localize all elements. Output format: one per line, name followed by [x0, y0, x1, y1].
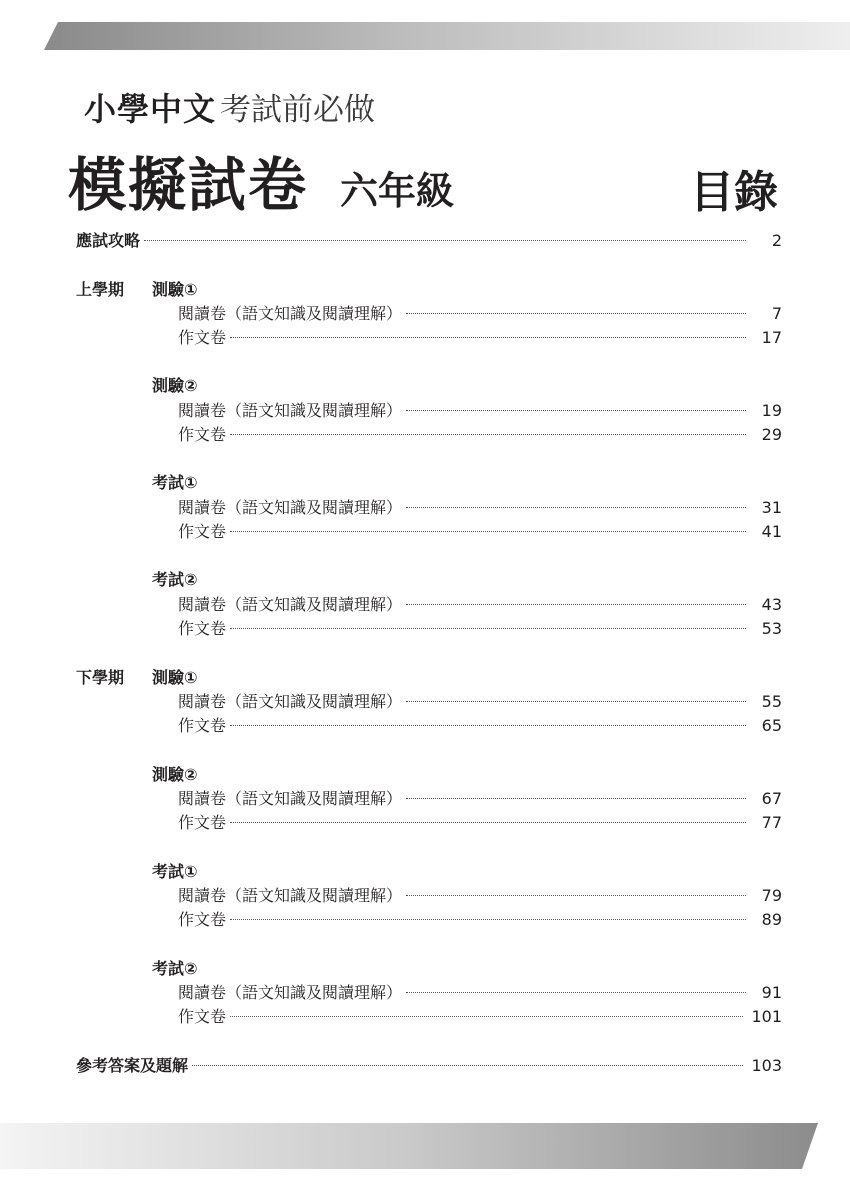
dot-leader: [192, 1065, 743, 1066]
toc-entry[interactable]: [178, 594, 782, 616]
page-number: 101: [751, 1007, 782, 1026]
dot-leader: [230, 628, 746, 629]
page-number: 43: [761, 595, 782, 614]
page-number: 2: [771, 231, 782, 250]
header-decorative-band: [44, 22, 850, 50]
page-number: 41: [761, 522, 782, 541]
dot-leader: [406, 313, 746, 314]
page-number: 7: [771, 304, 782, 323]
page-number: 89: [761, 910, 782, 929]
page-number: 31: [761, 498, 782, 517]
dot-leader: [406, 507, 746, 508]
toc-entry[interactable]: [178, 909, 782, 931]
section-title: 測驗②: [152, 765, 198, 784]
page-number: 19: [761, 401, 782, 420]
dot-leader: [406, 798, 746, 799]
toc-entry-label: 閱讀卷（語文知識及閱讀理解）: [178, 886, 403, 905]
toc-entry-label: 作文卷: [178, 813, 227, 832]
series-subtitle: 考試前必做: [220, 92, 376, 128]
section-title: 考試①: [152, 473, 198, 492]
dot-leader: [144, 240, 746, 241]
dot-leader: [406, 701, 746, 702]
page-number: 79: [761, 886, 782, 905]
page-number: 53: [761, 619, 782, 638]
toc-entry-label: 作文卷: [178, 425, 227, 444]
grade-label: 六年級: [340, 169, 455, 213]
toc-entry[interactable]: [178, 400, 782, 422]
toc-entry[interactable]: [178, 424, 782, 446]
page-number: 103: [751, 1056, 782, 1075]
dot-leader: [230, 337, 746, 338]
toc-entry[interactable]: [178, 1006, 782, 1028]
toc-entry-label: 閱讀卷（語文知識及閱讀理解）: [178, 595, 403, 614]
dot-leader: [230, 725, 746, 726]
page-number: 17: [761, 328, 782, 347]
toc-entry[interactable]: [178, 497, 782, 519]
toc-entry-label: 應試攻略: [76, 231, 141, 250]
toc-entry[interactable]: [178, 327, 782, 349]
dot-leader: [230, 531, 746, 532]
toc-entry-label: 作文卷: [178, 1007, 227, 1026]
toc-entry[interactable]: [178, 982, 782, 1004]
toc-entry[interactable]: [178, 885, 782, 907]
page-number: 55: [761, 692, 782, 711]
toc-entry-label: 作文卷: [178, 328, 227, 347]
section-title: 測驗①: [152, 280, 198, 299]
toc-entry-answers[interactable]: [76, 1055, 782, 1077]
dot-leader: [406, 410, 746, 411]
term-label-first: 上學期: [76, 280, 125, 299]
page-number: 91: [761, 983, 782, 1002]
page-number: 77: [761, 813, 782, 832]
toc-entry-label: 參考答案及題解: [76, 1056, 189, 1075]
toc-entry[interactable]: [178, 618, 782, 640]
toc-entry-label: 閱讀卷（語文知識及閱讀理解）: [178, 401, 403, 420]
dot-leader: [230, 919, 746, 920]
toc-entry-label: 閱讀卷（語文知識及閱讀理解）: [178, 304, 403, 323]
toc-entry-label: 作文卷: [178, 910, 227, 929]
dot-leader: [406, 895, 746, 896]
dot-leader: [406, 992, 746, 993]
contents-heading: 目錄: [690, 167, 778, 218]
toc-entry-label: 閱讀卷（語文知識及閱讀理解）: [178, 983, 403, 1002]
toc-entry-label: 閱讀卷（語文知識及閱讀理解）: [178, 789, 403, 808]
toc-entry[interactable]: [178, 521, 782, 543]
toc-entry[interactable]: [178, 788, 782, 810]
term-label-second: 下學期: [76, 668, 125, 687]
section-title: 測驗①: [152, 668, 198, 687]
section-title: 測驗②: [152, 376, 198, 395]
toc-entry[interactable]: [178, 812, 782, 834]
book-title: 模擬試卷: [68, 151, 309, 219]
page-number: 29: [761, 425, 782, 444]
section-title: 考試①: [152, 862, 198, 881]
section-title: 考試②: [152, 570, 198, 589]
page-number: 67: [761, 789, 782, 808]
section-title: 考試②: [152, 959, 198, 978]
dot-leader: [230, 822, 746, 823]
toc-entry-label: 閱讀卷（語文知識及閱讀理解）: [178, 692, 403, 711]
toc-entry-label: 閱讀卷（語文知識及閱讀理解）: [178, 498, 403, 517]
dot-leader: [230, 1016, 743, 1017]
dot-leader: [230, 434, 746, 435]
toc-entry-label: 作文卷: [178, 619, 227, 638]
toc-entry[interactable]: [178, 715, 782, 737]
dot-leader: [406, 604, 746, 605]
footer-decorative-band: [0, 1123, 818, 1169]
toc-entry[interactable]: [178, 691, 782, 713]
toc-entry[interactable]: [178, 303, 782, 325]
toc-entry-label: 作文卷: [178, 522, 227, 541]
toc-entry-label: 作文卷: [178, 716, 227, 735]
series-name: 小學中文: [84, 90, 217, 128]
page-number: 65: [761, 716, 782, 735]
series-title: [84, 84, 375, 130]
toc-entry-strategy[interactable]: [76, 230, 782, 252]
